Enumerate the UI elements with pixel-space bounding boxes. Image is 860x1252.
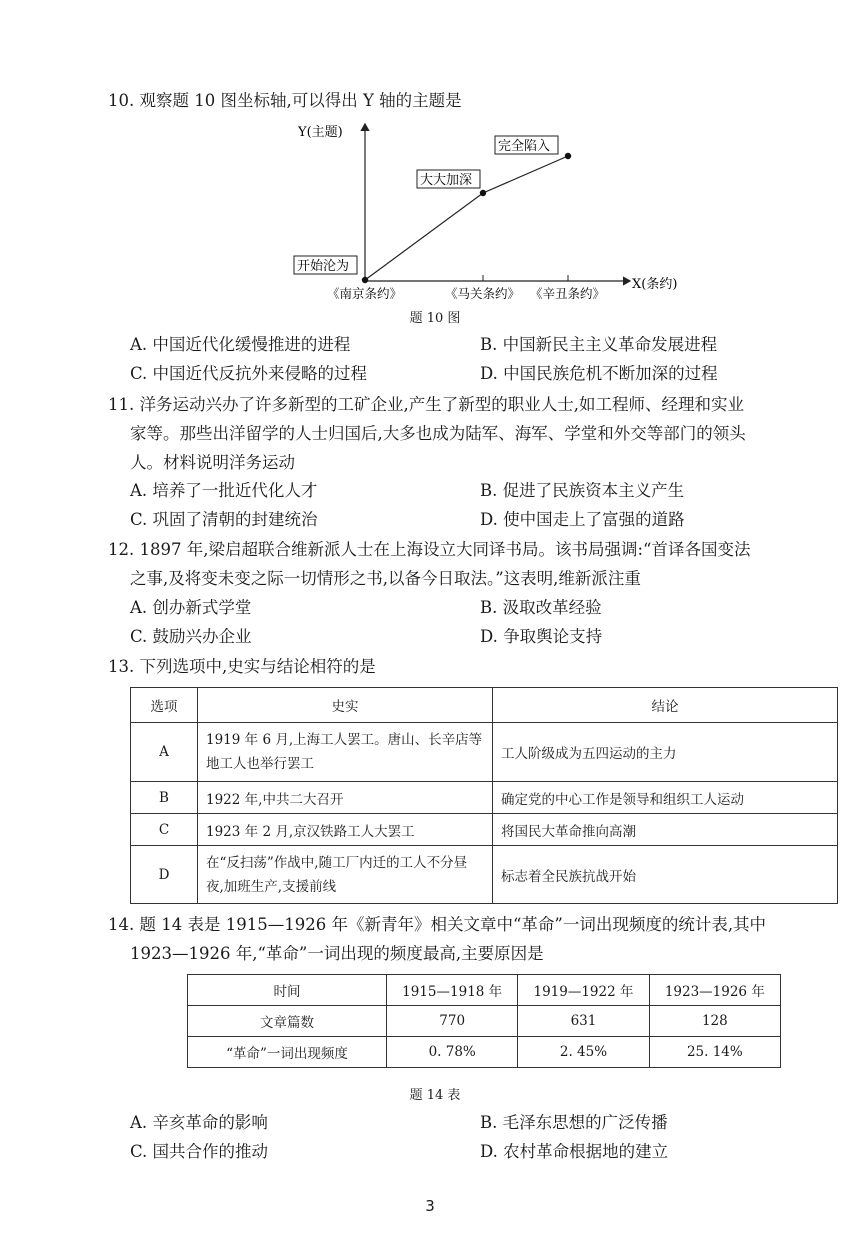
q13-cell-conclusion: 将国民大革命推向高潮 xyxy=(493,814,838,846)
q12-option-c[interactable]: C. 鼓励兴办企业 xyxy=(130,627,252,646)
q14-row-label: 文章篇数 xyxy=(188,1006,387,1037)
q10-stem: 10. 观察题 10 图坐标轴,可以得出 Y 轴的主题是 xyxy=(108,91,462,110)
q14-cell: 0. 78% xyxy=(387,1037,518,1068)
x-tick-1: 《南京条约》 xyxy=(327,286,403,301)
table-row xyxy=(131,846,838,904)
q14-caption: 题 14 表 xyxy=(409,1088,461,1103)
q10-option-c[interactable]: C. 中国近代反抗外来侵略的过程 xyxy=(130,364,368,383)
table-row xyxy=(131,782,838,814)
q14-option-d[interactable]: D. 农村革命根据地的建立 xyxy=(480,1142,669,1161)
q12-option-d[interactable]: D. 争取舆论支持 xyxy=(480,627,603,646)
q11-option-c[interactable]: C. 巩固了清朝的封建统治 xyxy=(130,510,318,529)
q13-cell-fact: 1923 年 2 月,京汉铁路工人大罢工 xyxy=(198,814,493,846)
point-3 xyxy=(565,153,571,159)
q14-option-b[interactable]: B. 毛泽东思想的广泛传播 xyxy=(480,1113,668,1132)
q14-header-period-2: 1919—1922 年 xyxy=(518,975,649,1006)
q11-option-d[interactable]: D. 使中国走上了富强的道路 xyxy=(480,510,685,529)
point-1 xyxy=(362,277,368,283)
q14-table xyxy=(187,974,781,1068)
q13-cell-conclusion: 标志着全民族抗战开始 xyxy=(493,846,838,904)
q14-option-c[interactable]: C. 国共合作的推动 xyxy=(130,1142,269,1161)
q14-cell: 770 xyxy=(387,1006,518,1037)
point-label-2: 大大加深 xyxy=(420,173,473,188)
q14-header-period-1: 1915—1918 年 xyxy=(387,975,518,1006)
q10-chart-svg xyxy=(280,118,690,308)
q13-header-fact: 史实 xyxy=(198,688,493,723)
table-row xyxy=(131,814,838,846)
q13-header-option: 选项 xyxy=(131,688,198,723)
x-axis-label: X(条约) xyxy=(632,277,678,292)
q12-option-a[interactable]: A. 创办新式学堂 xyxy=(130,598,252,617)
q10-caption: 题 10 图 xyxy=(409,311,461,326)
q14-header-time: 时间 xyxy=(188,975,387,1006)
q14-stem xyxy=(108,910,838,968)
q13-cell-option: B xyxy=(131,782,198,814)
q10-option-a[interactable]: A. 中国近代化缓慢推进的进程 xyxy=(130,335,351,354)
q14-row-label: “革命”一词出现频度 xyxy=(188,1037,387,1068)
q11-option-a[interactable]: A. 培养了一批近代化人才 xyxy=(130,481,318,500)
q13-header-row xyxy=(131,688,838,723)
q11-stem-line-2: 家等。那些出洋留学的人士归国后,大多也成为陆军、海军、学堂和外交等部门的领头 xyxy=(130,424,746,443)
q10-chart xyxy=(280,118,690,308)
q14-header-period-3: 1923—1926 年 xyxy=(649,975,780,1006)
q14-stem-line-2: 1923—1926 年,“革命”一词出现的频度最高,主要原因是 xyxy=(130,944,544,963)
q12-stem-line-2: 之事,及将变未变之际一切情形之书,以备今日取法。”这表明,维新派注重 xyxy=(130,569,641,588)
q14-cell: 2. 45% xyxy=(518,1037,649,1068)
x-tick-2: 《马关条约》 xyxy=(445,286,521,301)
q13-stem: 13. 下列选项中,史实与结论相符的是 xyxy=(108,657,376,676)
q13-cell-fact: 1922 年,中共二大召开 xyxy=(198,782,493,814)
point-label-1: 开始沦为 xyxy=(297,259,350,274)
q13-cell-option: C xyxy=(131,814,198,846)
q13-cell-fact: 在“反扫荡”作战中,随工厂内迁的工人不分昼夜,加班生产,支援前线 xyxy=(198,846,493,904)
point-2 xyxy=(480,190,486,196)
q10-option-b[interactable]: B. 中国新民主主义革命发展进程 xyxy=(480,335,718,354)
q12-stem xyxy=(108,535,838,593)
table-row xyxy=(131,723,838,782)
q14-stem-line-1: 14. 题 14 表是 1915—1926 年《新青年》相关文章中“革命”一词出现频度的统计表,其中 xyxy=(108,915,767,934)
x-tick-3: 《辛丑条约》 xyxy=(530,286,606,301)
q13-cell-fact: 1919 年 6 月,上海工人罢工。唐山、长辛店等地工人也举行罢工 xyxy=(198,723,493,782)
q14-cell: 25. 14% xyxy=(649,1037,780,1068)
q12-option-b[interactable]: B. 汲取改革经验 xyxy=(480,598,602,617)
point-label-3: 完全陷入 xyxy=(498,139,551,154)
q13-cell-option: A xyxy=(131,723,198,782)
q13-cell-conclusion: 确定党的中心工作是领导和组织工人运动 xyxy=(493,782,838,814)
table-row xyxy=(188,1037,781,1068)
q14-cell: 631 xyxy=(518,1006,649,1037)
q12-stem-line-1: 12. 1897 年,梁启超联合维新派人士在上海设立大同译书局。该书局强调:“首译各国变法 xyxy=(108,540,751,559)
q14-option-a[interactable]: A. 辛亥革命的影响 xyxy=(130,1113,268,1132)
y-axis-label: Y(主题) xyxy=(298,125,343,140)
table-row xyxy=(188,1006,781,1037)
q14-cell: 128 xyxy=(649,1006,780,1037)
q13-cell-option: D xyxy=(131,846,198,904)
q13-header-conclusion: 结论 xyxy=(493,688,838,723)
page-number: 3 xyxy=(425,1197,435,1215)
q10-option-d[interactable]: D. 中国民族危机不断加深的过程 xyxy=(480,364,718,383)
q13-cell-conclusion: 工人阶级成为五四运动的主力 xyxy=(493,723,838,782)
q11-option-b[interactable]: B. 促进了民族资本主义产生 xyxy=(480,481,685,500)
q14-header-row xyxy=(188,975,781,1006)
q13-table xyxy=(130,687,838,904)
q11-stem xyxy=(108,390,838,477)
q11-stem-line-3: 人。材料说明洋务运动 xyxy=(130,453,295,472)
q11-stem-line-1: 11. 洋务运动兴办了许多新型的工矿企业,产生了新型的职业人士,如工程师、经理和实业 xyxy=(108,395,744,414)
